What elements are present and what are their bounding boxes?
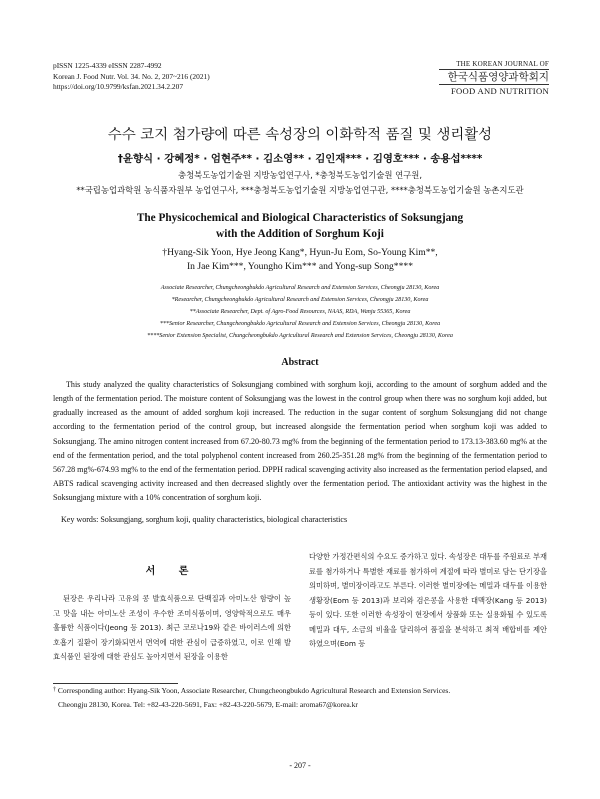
footnote-symbol: † <box>53 687 56 693</box>
journal-name-ko: 한국식품영양과학회지 <box>447 71 549 83</box>
english-affiliation-3: **Associate Researcher, Dept. of Agro-Food Resources, NAAS, RDA, Wanju 55365, Korea <box>189 309 411 315</box>
english-authors-line-2: In Jae Kim***, Youngho Kim*** and Yong-sup Song**** <box>186 261 413 273</box>
korean-authors: †윤향식 · 강혜정* · 엄현주** · 김소영** · 김인재*** · 김영호*** · 송용섭**** <box>117 153 483 165</box>
page-number: - 207 - <box>289 761 311 770</box>
keywords: Key words: Soksungjang, sorghum koji, quality characteristics, biological characteristics <box>61 515 348 524</box>
footnote-line-1: Corresponding author: Hyang-Sik Yoon, Associate Researcher, Chungcheongbukdo Agricultural Research and Extension Services. <box>57 686 451 695</box>
english-title-line-2: with the Addition of Sorghum Koji <box>216 227 384 240</box>
body-left-column: 된장은 우리나라 고유의 콩 발효식품으로 단백질과 아미노산 함량이 높고 맛을 내는 아미노산 조성이 우수한 조미식품이며, 영양학적으로도 매우 훌륭한 식품이다(Jeong 등 2013). 최근 코로나19와 같은 바이러스에 의한 호흡기 질환이 장기화되면서 면역에 대한 관심이 급증하였고, 이로 인해 발효식품인 된장에 대한 관심도 높아지면서 된장을 이용한 <box>53 594 291 661</box>
citation-header <box>53 61 210 93</box>
corresponding-author-footnote <box>53 684 547 711</box>
english-affiliation-1: Associate Researcher, Chungcheongbukdo Agricultural Research and Extension Services, Cheongju 28130, Korea <box>160 285 440 291</box>
english-title <box>0 211 600 242</box>
korean-title: 수수 코지 첨가량에 따른 속성장의 이화학적 품질 및 생리활성 <box>107 127 493 143</box>
english-authors-line-1: †Hyang-Sik Yoon, Hye Jeong Kang*, Hyun-Ju Eom, So-Young Kim**, <box>162 247 438 258</box>
english-affiliation-4: ***Senior Researcher, Chungcheongbukdo Agricultural Research and Extension Services, Cheongju 28130, Korea <box>159 321 441 327</box>
abstract-text: This study analyzed the quality characteristics of Soksungjang combined with sorghum koji, according to the amount of sorghum added and the length of the fermentation period. The moisture content of Soksungjang was the lowest in the control group when there was no sorghum koji added, but gradually increased as the amount of added sorghum koji increased. The reduction in the sugar content of sorghum Soksungjang did not change according to the fermentation period of the control group, but increased alongside the fermentation period when sorghum koji was added to Soksungjang. The amino nitrogen content increased from 67.20-80.73 mg% from the beginning of the fermentation period to 173.13-383.60 mg% at the end of the fermentation period, and the total polyphenol content increased from 260.25-351.28 mg% from the beginning of the fermentation period to 567.28 mg%-674.93 mg% to the end of the fermentation period. DPPH radical scavenging activity also increased as the fermentation period elapsed, and ABTS radical scavenging activity increased and then decreased slightly over the fermentation period. The antioxidant activity was the highest in the Soksungjang mixture with a 10% concentration of sorghum koji. <box>53 380 547 503</box>
journal-logo <box>439 60 549 96</box>
section-heading-introduction: 서 론 <box>145 566 199 577</box>
english-authors <box>0 246 600 275</box>
english-affiliation-2: *Researcher, Chungcheongbukdo Agricultural Research and Extension Services, Cheongju 28130, Korea <box>171 297 429 303</box>
footnote-line-2: Cheongju 28130, Korea. Tel: +82-43-220-5691, Fax: +82-43-220-5679, E-mail: aroma67@korea.kr <box>58 699 358 709</box>
journal-name-en-bottom: FOOD AND NUTRITION <box>439 84 549 96</box>
journal-name-en-top: THE KOREAN JOURNAL OF <box>439 60 549 70</box>
english-affiliation-5: ****Senior Extension Specialist, Chungcheongbukdo Agricultural Research and Extension Services, Cheongju 28130, Korea <box>147 333 453 339</box>
korean-affiliation-1: 충청북도농업기술원 지방농업연구사, *충청북도농업기술원 연구원, <box>177 170 423 180</box>
issn-line: pISSN 1225-4339 eISSN 2287-4992 <box>53 61 162 70</box>
english-title-line-1: The Physicochemical and Biological Characteristics of Soksungjang <box>136 212 464 224</box>
korean-affiliation-2: **국립농업과학원 농식품자원부 농업연구사, ***충청북도농업기술원 지방농업연구관, ****충청북도농업기술원 농촌지도관 <box>76 185 524 195</box>
body-right-column: 다양한 가정간편식의 수요도 증가하고 있다. 속성장은 대두를 주원료로 부재료를 첨가하거나 특별한 재료를 첨가하여 계절에 따라 별미로 담는 단기장을 의미하며, 별미장이라고도 부른다. 이러한 별미장에는 메밀과 대두를 이용한 생황장(Eom 등 2013)과 보리와 검은콩을 사용한 대맥장(Kang 등 2013) 등이 있다. 또한 이러한 속성장이 현장에서 상품화 또는 실용화될 수 있도록 메밀과 대두, 소금의 비율을 달리하여 품질을 분석하고 최적 배합비를 제안하였으며(Eom 등 <box>309 552 547 648</box>
abstract-heading: Abstract <box>281 357 319 368</box>
citation-line: Korean J. Food Nutr. Vol. 34. No. 2, 207~216 (2021) <box>53 71 210 81</box>
doi-line: https://doi.org/10.9799/ksfan.2021.34.2.207 <box>53 82 184 92</box>
